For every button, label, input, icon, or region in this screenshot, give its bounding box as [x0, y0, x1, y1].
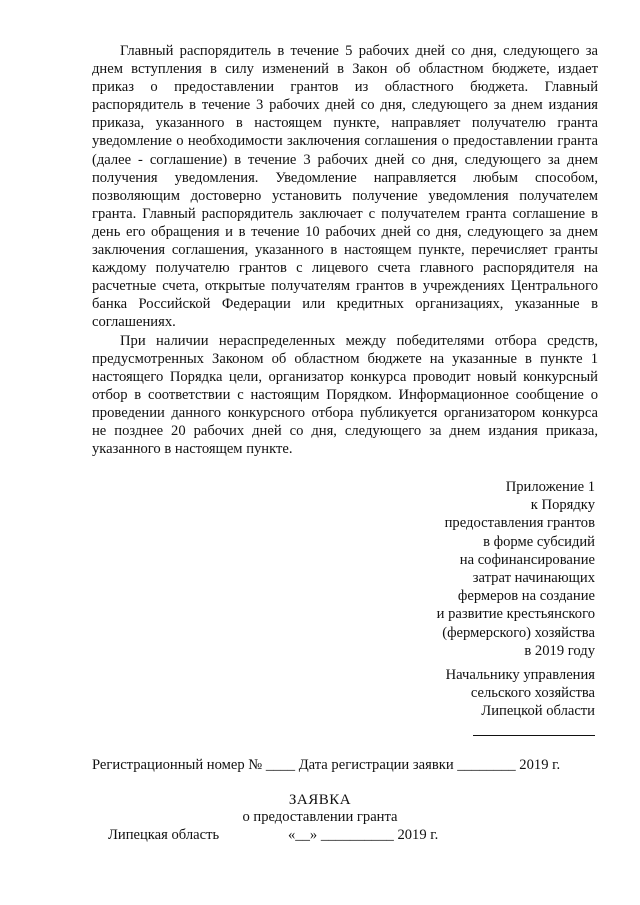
appendix-line: фермеров на создание	[457, 588, 595, 605]
appendix-line: в форме субсидий	[483, 533, 595, 550]
application-date: «__» __________ 2019 г.	[288, 827, 439, 843]
form-title: ЗАЯВКА	[288, 792, 352, 808]
addressee-line: сельского хозяйства	[470, 685, 595, 702]
document-body	[92, 42, 598, 458]
appendix-line: в 2019 году	[524, 642, 595, 659]
appendix-line: Приложение 1	[505, 479, 595, 495]
appendix-header	[437, 478, 595, 660]
addressee-line: Начальнику управления	[445, 667, 595, 683]
appendix-line: и развитие крестьянского	[436, 606, 595, 623]
region-label: Липецкая область	[108, 827, 220, 843]
paragraph-new-competition: При наличии нераспределенных между победителями отбора средств, предусмотренных Законом об областном бюджете на указанные в пункте 1 настоящего Порядка цели, организатор конкурса проводит новый конкурсный отбор в соответствии с настоящим Порядком. Информационное сообщение о проведении данного конкурсного отбора публикуется организатором конкурса не позднее 20 рабочих дней со дня, следующего за днем издания приказа, указанного в настоящем пункте.	[92, 332, 598, 458]
appendix-line: (фермерского) хозяйства	[442, 624, 595, 641]
registration-line: Регистрационный номер № ____ Дата регистрации заявки ________ 2019 г.	[92, 757, 561, 773]
form-subtitle: о предоставлении гранта	[242, 809, 398, 825]
appendix-line: к Порядку	[530, 497, 595, 514]
appendix-line: на софинансирование	[459, 551, 595, 568]
addressee-line: Липецкой области	[481, 703, 595, 720]
appendix-line: затрат начинающих	[472, 570, 595, 587]
appendix-line: предоставления грантов	[444, 515, 595, 532]
signature-line	[473, 721, 595, 736]
addressee-block	[446, 666, 595, 741]
paragraph-grant-procedure: Главный распорядитель в течение 5 рабочих дней со дня, следующего за днем вступления в силу изменений в Закон об областном бюджете, издает приказ о предоставлении грантов из областного бюджета. Главный распорядитель в течение 3 рабочих дней со дня, следующего за днем издания приказа, указанного в настоящем пункте, направляет получателю гранта уведомление о необходимости заключения соглашения о предоставлении гранта (далее - соглашение) в течение 3 рабочих дней со дня, следующего за днем получения уведомления. Уведомление направляется любым способом, позволяющим достоверно установить получение уведомления получателем гранта. Главный распорядитель заключает с получателем гранта соглашение в день его обращения и в течение 10 рабочих дней со дня, следующего за днем заключения соглашения, указанного в настоящем пункте, перечисляет гранты каждому получателю грантов с лицевого счета главного распорядителя на расчетные счета, открытые получателям грантов в учреждениях Центрального банка Российской Федерации или кредитных организациях, указанные в соглашениях.	[92, 43, 598, 331]
